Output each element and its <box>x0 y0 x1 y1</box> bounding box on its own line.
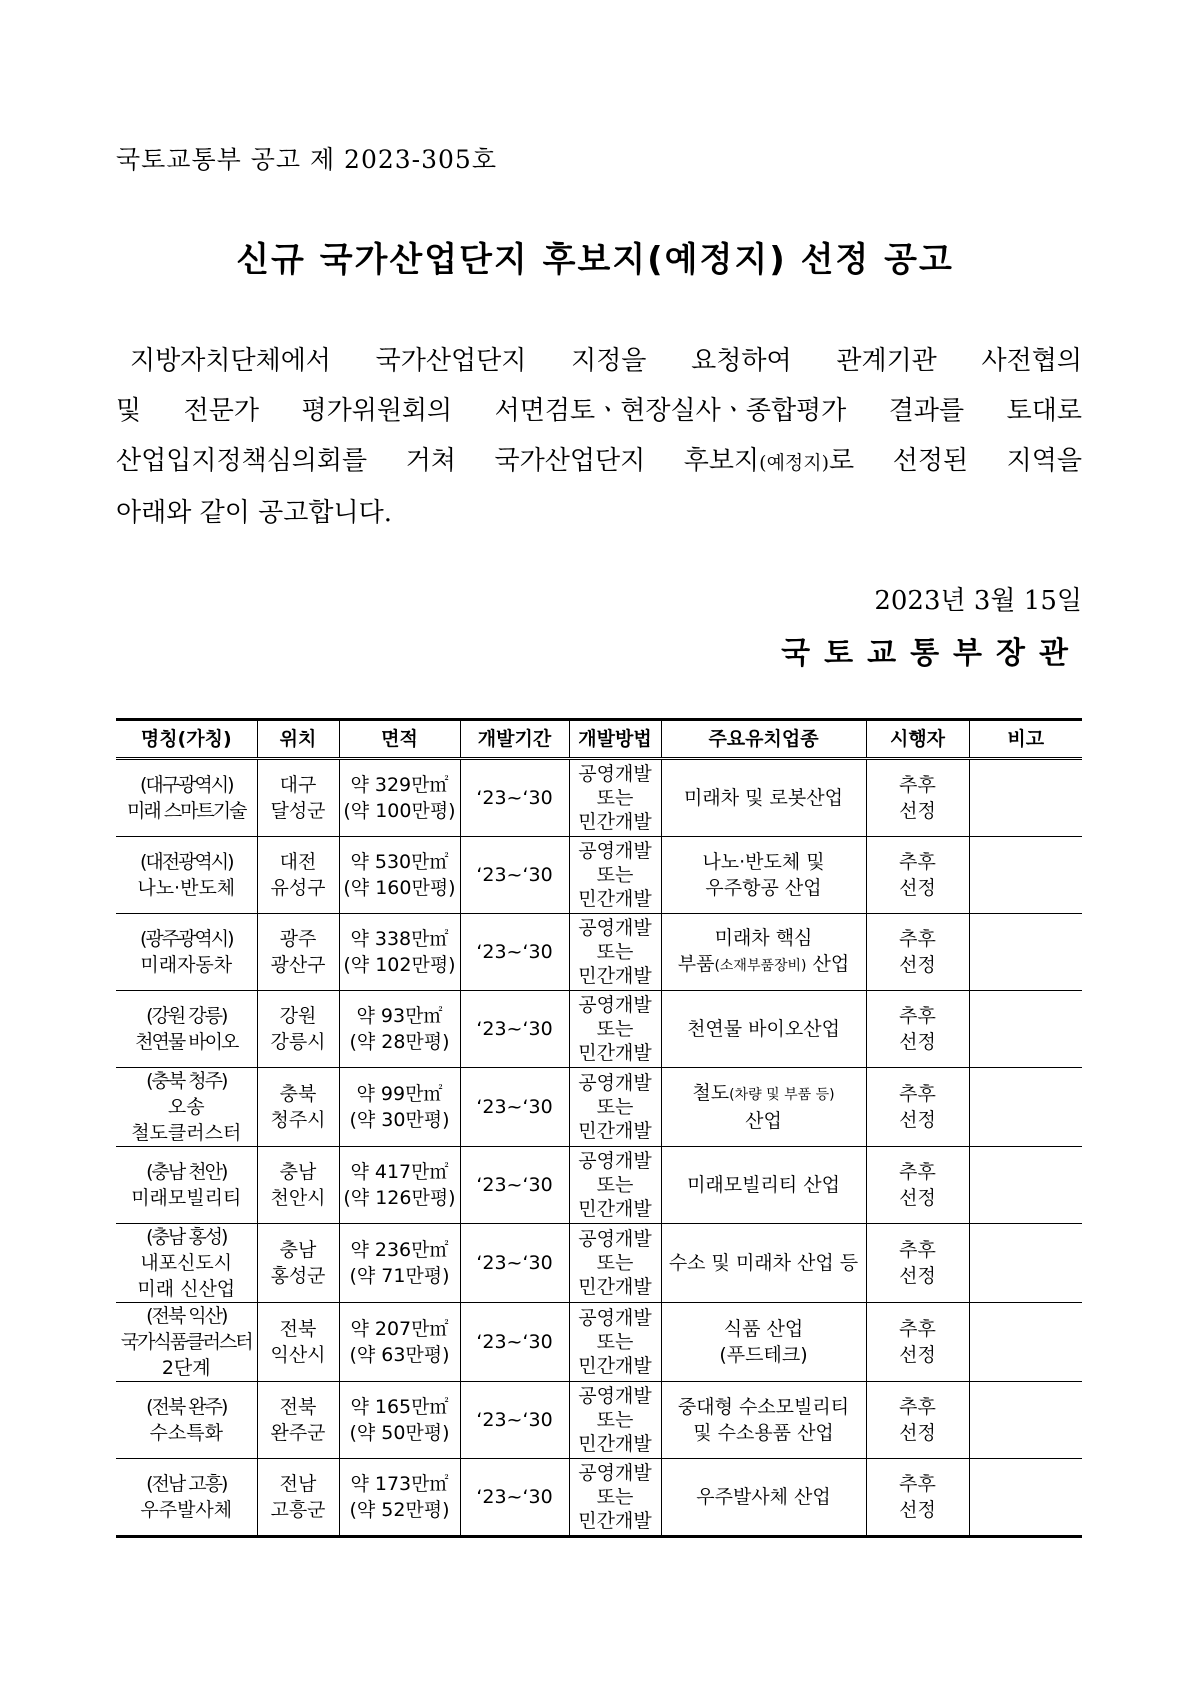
site-name-line: (대전광역시) <box>139 851 233 873</box>
industry-cell <box>661 1459 866 1537</box>
method-cell <box>569 1147 661 1224</box>
note-cell <box>969 991 1082 1068</box>
area-cell-line: (약 63만평) <box>349 1344 450 1366</box>
operator-cell-line: 추후 <box>899 1239 936 1261</box>
area-cell-line: 약 93만㎡ <box>356 1005 443 1027</box>
method-line: 공영개발 <box>578 917 652 939</box>
period-cell: ‘23~‘30 <box>460 1459 569 1537</box>
site-name-line: 미래모빌리티 <box>131 1187 242 1209</box>
method-cell <box>569 991 661 1068</box>
operator-cell-line: 선정 <box>899 1109 936 1131</box>
method-line: 또는 <box>596 1018 634 1040</box>
area-cell <box>339 991 460 1068</box>
area-cell <box>339 1459 460 1537</box>
location-cell-line: 달성군 <box>270 800 326 822</box>
location-cell <box>257 1459 339 1537</box>
table-row <box>116 759 1082 837</box>
location-cell-line: 강릉시 <box>270 1031 326 1053</box>
table-row <box>116 1224 1082 1303</box>
note-cell <box>969 1147 1082 1224</box>
area-cell-line: 약 236만㎡ <box>350 1239 449 1261</box>
operator-cell <box>866 1303 969 1382</box>
operator-cell-line: 선정 <box>899 800 936 822</box>
period-cell: ‘23~‘30 <box>460 1224 569 1303</box>
area-cell-line: (약 52만평) <box>349 1499 450 1521</box>
area-cell-line: 약 329만㎡ <box>350 774 449 796</box>
note-cell <box>969 1382 1082 1459</box>
area-cell <box>339 1147 460 1224</box>
note-cell <box>969 1303 1082 1382</box>
site-name-line: 국가식품클러스터 <box>120 1331 252 1353</box>
site-name-cell <box>116 1068 257 1147</box>
header-period: 개발기간 <box>460 720 569 759</box>
method-line: 또는 <box>596 941 634 963</box>
location-cell-line: 완주군 <box>270 1422 326 1444</box>
location-cell-line: 강원 <box>279 1005 317 1027</box>
area-cell-line: 약 417만㎡ <box>350 1161 449 1183</box>
area-cell <box>339 1224 460 1303</box>
method-line: 민간개발 <box>578 1042 652 1064</box>
site-name-line: 내포신도시 <box>140 1252 233 1274</box>
area-cell-line: 약 338만㎡ <box>350 928 449 950</box>
operator-cell-line: 선정 <box>899 1422 936 1444</box>
body-line-1: 지방자치단체에서 국가산업단지 지정을 요청하여 관계기관 사전협의 <box>130 346 1082 376</box>
site-name-cell <box>116 1147 257 1224</box>
operator-cell <box>866 1224 969 1303</box>
body-line-3-small: (예정지) <box>759 452 830 474</box>
table-header-row <box>116 720 1082 759</box>
industry-line: 수소 및 미래차 산업 등 <box>668 1252 859 1274</box>
area-cell <box>339 759 460 837</box>
header-industry: 주요유치업종 <box>661 720 866 759</box>
method-cell <box>569 1068 661 1147</box>
location-cell <box>257 1068 339 1147</box>
area-cell <box>339 1303 460 1382</box>
location-cell-line: 광주 <box>279 928 317 950</box>
note-cell <box>969 1068 1082 1147</box>
site-name-line: 미래자동차 <box>140 954 233 976</box>
industry-line: 및 수소용품 산업 <box>693 1422 834 1444</box>
method-cell <box>569 1382 661 1459</box>
operator-cell-line: 선정 <box>899 1265 936 1287</box>
location-cell-line: 대구 <box>279 774 317 796</box>
operator-cell-line: 선정 <box>899 1499 936 1521</box>
industry-cell <box>661 991 866 1068</box>
area-cell-line: (약 50만평) <box>349 1422 450 1444</box>
method-line: 또는 <box>596 1174 634 1196</box>
operator-cell-line: 추후 <box>899 1161 936 1183</box>
method-line: 민간개발 <box>578 888 652 910</box>
site-name-line: (전북 익산) <box>146 1305 227 1327</box>
method-line: 공영개발 <box>578 1150 652 1172</box>
method-line: 민간개발 <box>578 1276 652 1298</box>
site-name-cell <box>116 759 257 837</box>
method-cell <box>569 1224 661 1303</box>
operator-cell-line: 선정 <box>899 877 936 899</box>
operator-cell <box>866 991 969 1068</box>
operator-cell-line: 선정 <box>899 954 936 976</box>
site-name-line: 나노·반도체 <box>137 877 236 899</box>
area-cell-line: 약 165만㎡ <box>350 1396 449 1418</box>
industry-line: 나노·반도체 및 <box>702 851 825 873</box>
site-name-cell <box>116 837 257 914</box>
site-name-line: (전북 완주) <box>146 1396 227 1418</box>
period-cell: ‘23~‘30 <box>460 1303 569 1382</box>
method-cell <box>569 1459 661 1537</box>
industry-text: 산업 <box>806 953 850 975</box>
industry-cell <box>661 914 866 991</box>
notice-number: 국토교통부 공고 제 2023-305호 <box>116 145 497 174</box>
table-row <box>116 837 1082 914</box>
operator-cell <box>866 914 969 991</box>
candidate-sites-table <box>116 718 1082 1538</box>
location-cell-line: 전북 <box>279 1396 317 1418</box>
operator-cell-line: 추후 <box>899 928 936 950</box>
industry-line: (푸드테크) <box>719 1344 808 1366</box>
location-cell-line: 충북 <box>279 1083 317 1105</box>
area-cell <box>339 1382 460 1459</box>
site-name-cell <box>116 914 257 991</box>
operator-cell-line: 추후 <box>899 774 936 796</box>
industry-line: 우주항공 산업 <box>705 877 822 899</box>
industry-cell <box>661 1303 866 1382</box>
method-line: 민간개발 <box>578 1433 652 1455</box>
location-cell-line: 고흥군 <box>270 1499 326 1521</box>
period-cell: ‘23~‘30 <box>460 759 569 837</box>
area-cell <box>339 1068 460 1147</box>
industry-cell <box>661 759 866 837</box>
site-name-cell <box>116 1459 257 1537</box>
method-line: 또는 <box>596 1096 634 1118</box>
location-cell-line: 충남 <box>279 1239 317 1261</box>
location-cell <box>257 1224 339 1303</box>
location-cell-line: 청주시 <box>270 1109 326 1131</box>
site-name-line: 천연물 바이오 <box>135 1031 238 1053</box>
site-name-line: (충남 홍성) <box>146 1226 227 1248</box>
operator-cell-line: 추후 <box>899 851 936 873</box>
area-cell <box>339 837 460 914</box>
site-name-cell <box>116 1224 257 1303</box>
operator-cell-line: 추후 <box>899 1396 936 1418</box>
area-cell-line: 약 207만㎡ <box>350 1318 449 1340</box>
industry-line: 미래모빌리티 산업 <box>687 1174 840 1196</box>
site-name-line: (대구광역시) <box>139 774 233 796</box>
site-name-line: (충북 청주) <box>146 1070 227 1092</box>
site-name-line: 오송 <box>167 1096 205 1118</box>
location-cell <box>257 991 339 1068</box>
area-cell-line: (약 30만평) <box>349 1109 450 1131</box>
body-line-3-part-b: 로 선정된 지역을 <box>829 446 1083 476</box>
industry-small-text: (소재부품장비) <box>714 958 807 974</box>
period-cell: ‘23~‘30 <box>460 1068 569 1147</box>
method-line: 공영개발 <box>578 1462 652 1484</box>
header-area: 면적 <box>339 720 460 759</box>
method-line: 민간개발 <box>578 1120 652 1142</box>
site-name-cell <box>116 1303 257 1382</box>
period-cell: ‘23~‘30 <box>460 914 569 991</box>
table-row <box>116 991 1082 1068</box>
method-line: 공영개발 <box>578 994 652 1016</box>
announcement-date: 2023년 3월 15일 <box>874 586 1082 616</box>
operator-cell <box>866 1068 969 1147</box>
operator-cell-line: 추후 <box>899 1005 936 1027</box>
site-name-line: 미래 신산업 <box>137 1278 236 1300</box>
industry-line <box>664 951 864 979</box>
area-cell <box>339 914 460 991</box>
industry-line: 천연물 바이오산업 <box>687 1018 840 1040</box>
method-cell <box>569 759 661 837</box>
body-line-3 <box>116 436 1082 488</box>
location-cell-line: 전남 <box>279 1473 317 1495</box>
method-cell <box>569 1303 661 1382</box>
note-cell <box>969 1459 1082 1537</box>
method-line: 또는 <box>596 787 634 809</box>
site-name-line: (강원 강릉) <box>146 1005 227 1027</box>
method-line: 또는 <box>596 1486 634 1508</box>
area-cell-line: (약 28만평) <box>349 1031 450 1053</box>
body-line-2: 및 전문가 평가위원회의 서면검토ㆍ현장실사ㆍ종합평가 결과를 토대로 <box>116 396 1082 426</box>
operator-cell-line: 추후 <box>899 1473 936 1495</box>
site-name-cell <box>116 991 257 1068</box>
method-line: 민간개발 <box>578 965 652 987</box>
industry-cell <box>661 1068 866 1147</box>
location-cell-line: 전북 <box>279 1318 317 1340</box>
method-line: 공영개발 <box>578 1072 652 1094</box>
area-cell-line: 약 99만㎡ <box>356 1083 443 1105</box>
area-cell-line: (약 100만평) <box>343 800 456 822</box>
industry-line: 우주발사체 산업 <box>696 1486 831 1508</box>
location-cell <box>257 837 339 914</box>
table-row <box>116 914 1082 991</box>
operator-cell <box>866 1459 969 1537</box>
industry-line: 중대형 수소모빌리티 <box>677 1396 850 1418</box>
table-row <box>116 1382 1082 1459</box>
method-cell <box>569 914 661 991</box>
method-line: 공영개발 <box>578 1385 652 1407</box>
industry-cell <box>661 837 866 914</box>
area-cell-line: (약 71만평) <box>349 1265 450 1287</box>
location-cell <box>257 1303 339 1382</box>
method-line: 또는 <box>596 1252 634 1274</box>
method-line: 또는 <box>596 1409 634 1431</box>
area-cell-line: 약 530만㎡ <box>350 851 449 873</box>
header-location: 위치 <box>257 720 339 759</box>
header-operator: 시행자 <box>866 720 969 759</box>
operator-cell <box>866 1147 969 1224</box>
location-cell <box>257 1382 339 1459</box>
area-cell-line: (약 126만평) <box>343 1187 456 1209</box>
industry-line: 미래차 및 로봇산업 <box>684 787 843 809</box>
location-cell-line: 대전 <box>279 851 317 873</box>
location-cell <box>257 914 339 991</box>
location-cell-line: 천안시 <box>270 1187 326 1209</box>
area-cell-line: 약 173만㎡ <box>350 1473 449 1495</box>
operator-cell-line: 선정 <box>899 1344 936 1366</box>
body-line-3-part-a: 산업입지정책심의회를 거쳐 국가산업단지 후보지 <box>116 446 760 476</box>
site-name-line: 미래 스마트기술 <box>126 800 246 822</box>
method-line: 또는 <box>596 1331 634 1353</box>
table-row <box>116 1303 1082 1382</box>
site-name-line: 수소특화 <box>149 1422 223 1444</box>
period-cell: ‘23~‘30 <box>460 991 569 1068</box>
method-line: 공영개발 <box>578 1307 652 1329</box>
note-cell <box>969 837 1082 914</box>
industry-line: 산업 <box>745 1110 782 1132</box>
industry-line: 식품 산업 <box>723 1318 804 1340</box>
industry-text: 부품 <box>677 953 715 975</box>
industry-cell <box>661 1147 866 1224</box>
note-cell <box>969 759 1082 837</box>
period-cell: ‘23~‘30 <box>460 1147 569 1224</box>
site-name-line: (충남 천안) <box>146 1161 227 1183</box>
location-cell-line: 유성구 <box>270 877 326 899</box>
method-line: 민간개발 <box>578 1355 652 1377</box>
document-title: 신규 국가산업단지 후보지(예정지) 선정 공고 <box>236 240 954 280</box>
operator-cell-line: 선정 <box>899 1187 936 1209</box>
method-line: 공영개발 <box>578 840 652 862</box>
industry-line: 미래차 핵심 <box>714 927 813 949</box>
method-line: 민간개발 <box>578 1198 652 1220</box>
table-row <box>116 1459 1082 1537</box>
site-name-line: 우주발사체 <box>140 1499 233 1521</box>
site-name-cell <box>116 1382 257 1459</box>
method-line: 또는 <box>596 864 634 886</box>
location-cell-line: 홍성군 <box>270 1265 326 1287</box>
method-line: 공영개발 <box>578 763 652 785</box>
header-name: 명칭(가칭) <box>116 720 257 759</box>
header-method: 개발방법 <box>569 720 661 759</box>
area-cell-line: (약 160만평) <box>343 877 456 899</box>
operator-cell-line: 선정 <box>899 1031 936 1053</box>
site-name-line: 철도클러스터 <box>131 1122 242 1144</box>
period-cell: ‘23~‘30 <box>460 1382 569 1459</box>
header-note: 비고 <box>969 720 1082 759</box>
body-line-4: 아래와 같이 공고합니다. <box>116 498 392 528</box>
period-cell: ‘23~‘30 <box>460 837 569 914</box>
method-line: 공영개발 <box>578 1228 652 1250</box>
site-name-line: (광주광역시) <box>139 928 233 950</box>
location-cell-line: 익산시 <box>270 1344 326 1366</box>
method-line: 민간개발 <box>578 1510 652 1532</box>
operator-cell <box>866 837 969 914</box>
method-cell <box>569 837 661 914</box>
industry-small-text: (차량 및 부품 등) <box>729 1087 835 1103</box>
location-cell <box>257 1147 339 1224</box>
issuer-name: 국토교통부장관 <box>781 636 1082 671</box>
operator-cell-line: 추후 <box>899 1318 936 1340</box>
note-cell <box>969 914 1082 991</box>
site-name-line: (전남 고흥) <box>146 1473 227 1495</box>
industry-line <box>664 1080 864 1108</box>
industry-cell <box>661 1224 866 1303</box>
operator-cell <box>866 1382 969 1459</box>
area-cell-line: (약 102만평) <box>343 954 456 976</box>
operator-cell <box>866 759 969 837</box>
industry-cell <box>661 1382 866 1459</box>
operator-cell-line: 추후 <box>899 1083 936 1105</box>
industry-text: 철도 <box>692 1082 730 1104</box>
table-row <box>116 1147 1082 1224</box>
location-cell-line: 충남 <box>279 1161 317 1183</box>
method-line: 민간개발 <box>578 811 652 833</box>
location-cell-line: 광산구 <box>270 954 326 976</box>
note-cell <box>969 1224 1082 1303</box>
table-row <box>116 1068 1082 1147</box>
location-cell <box>257 759 339 837</box>
announcement-body <box>116 336 1082 538</box>
site-name-line: 2단계 <box>161 1357 211 1379</box>
